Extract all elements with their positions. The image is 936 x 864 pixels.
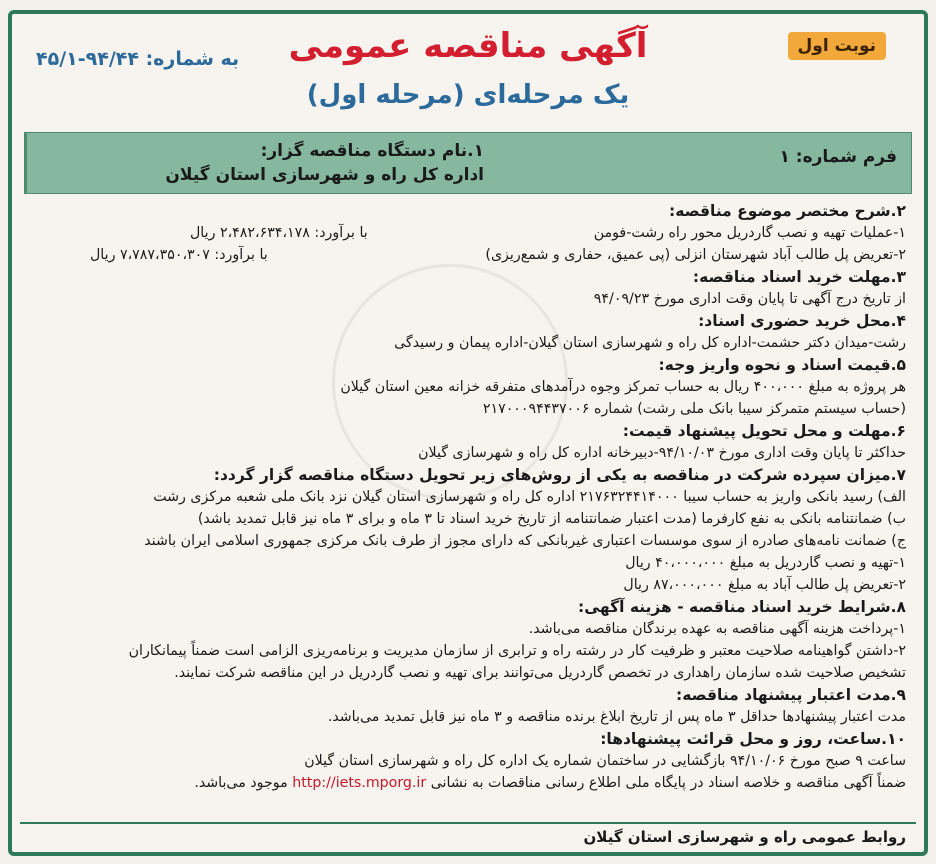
footer-text: روابط عمومی راه و شهرسازی استان گیلان xyxy=(583,828,906,846)
project-1-estimate: با برآورد: ۲،۴۸۲،۶۳۴،۱۷۸ ریال xyxy=(190,225,368,241)
section-7-heading: ۷.میزان سپرده شرکت در مناقصه به یکی از روش‌های زیر تحویل دستگاه مناقصه گزار گردد: xyxy=(213,466,906,484)
section-10-text-2b: موجود می‌باشد. xyxy=(194,775,288,791)
section-6-text: حداکثر تا پایان وقت اداری مورخ ۹۴/۱۰/۰۳-دبیرخانه اداره کل راه و شهرسازی گیلان xyxy=(418,445,906,461)
project-1-desc: ۱-عملیات تهیه و نصب گاردریل محور راه رشت-فومن xyxy=(593,225,906,241)
section-10-text-2 xyxy=(30,772,906,794)
section-6-heading: ۶.مهلت و محل تحویل پیشنهاد قیمت: xyxy=(622,422,906,440)
section-8-heading: ۸.شرایط خرید اسناد مناقصه - هزینه آگهی: xyxy=(578,598,906,616)
section-8-item-2a: ۲-داشتن گواهینامه صلاحیت معتبر و ظرفیت کار در رشته راه و ترابری از سازمان مدیریت و برنامه‌ریزی الزامی است ضمناً پیمانکاران xyxy=(128,643,906,659)
section-5-text-1: هر پروژه به مبلغ ۴۰۰،۰۰۰ ریال به حساب تمرکز وجوه درآمدهای متفرقه خزانه معین استان گیلان xyxy=(340,379,906,395)
form-number-cell xyxy=(496,133,911,193)
section-3-heading: ۳.مهلت خرید اسناد مناقصه: xyxy=(692,268,906,286)
organizer-band xyxy=(24,132,912,194)
page-title: آگهی مناقصه عمومی xyxy=(288,26,648,66)
project-2-desc: ۲-تعریض پل طالب آباد شهرستان انزلی (پی عمیق، حفاری و شمع‌ریزی) xyxy=(485,247,906,263)
section-4-text: رشت-میدان دکتر حشمت-اداره کل راه و شهرسازی استان گیلان-اداره پیمان و رسیدگی xyxy=(394,335,906,351)
project-1-row xyxy=(30,222,906,244)
section-3-text: از تاریخ درج آگهی تا پایان وقت اداری مورخ ۹۴/۰۹/۲۳ xyxy=(593,291,906,307)
deposit-amount-2: ۲-تعریض پل طالب آباد به مبلغ ۸۷،۰۰۰،۰۰۰ ریال xyxy=(623,577,906,593)
form-number: فرم شماره: ۱ xyxy=(779,147,897,167)
section-2-heading: ۲.شرح مختصر موضوع مناقصه: xyxy=(669,202,906,220)
section-8-item-1: ۱-پرداخت هزینه آگهی مناقصه به عهده برندگان مناقصه می‌باشد. xyxy=(528,621,906,637)
page-subtitle: یک مرحله‌ای (مرحله اول) xyxy=(306,80,630,110)
public-relations-footer xyxy=(20,822,916,852)
deposit-option-b: ب) ضمانتنامه بانکی به نفع کارفرما (مدت اعتبار ضمانتنامه از تاریخ خرید اسناد تا ۳ ماه و برای ۳ ماه نیز قابل تمدید باشد) xyxy=(197,511,906,527)
organizer-cell xyxy=(25,133,496,193)
organizer-heading: ۱.نام دستگاه مناقصه گزار: xyxy=(260,141,485,161)
section-8-item-2b: تشخیص صلاحیت شده سازمان راهداری در تخصص گاردریل می‌توانند برای تهیه و نصب گاردریل در این مناقصه شرکت نمایند. xyxy=(174,665,906,681)
advertisement-frame xyxy=(8,10,928,856)
section-5-text-2: (حساب سیستم متمرکز سیبا بانک ملی رشت) شماره ۲۱۷۰۰۰۹۴۴۳۷۰۰۶ xyxy=(482,401,906,417)
round-badge: نوبت اول xyxy=(788,32,886,60)
deposit-option-a: الف) رسید بانکی واریز به حساب سیبا ۲۱۷۶۳۲۴۴۱۴۰۰۰ اداره کل راه و شهرسازی استان گیلان نزد بانک ملی شعبه مرکزی رشت xyxy=(153,489,906,505)
tender-number: به شماره: ۹۴/۴۴-۴۵/۱ xyxy=(36,48,240,70)
section-9-heading: ۹.مدت اعتبار پیشنهاد مناقصه: xyxy=(676,686,906,704)
tender-body xyxy=(30,200,906,794)
section-9-text: مدت اعتبار پیشنهادها حداقل ۳ ماه پس از تاریخ ابلاغ برنده مناقصه و ۳ ماه نیز قابل تمدید می‌باشد. xyxy=(327,709,906,725)
deposit-amount-1: ۱-تهیه و نصب گاردریل به مبلغ ۴۰،۰۰۰،۰۰۰ ریال xyxy=(625,555,906,571)
project-2-estimate: با برآورد: ۷،۷۸۷،۳۵۰،۳۰۷ ریال xyxy=(90,247,268,263)
organizer-name: اداره کل راه و شهرسازی استان گیلان xyxy=(165,165,485,185)
section-10-text-1: ساعت ۹ صبح مورخ ۹۴/۱۰/۰۶ بازگشایی در ساختمان شماره یک اداره کل راه و شهرسازی استان گیلان xyxy=(304,753,906,769)
iets-link[interactable]: http://iets.mporg.ir xyxy=(292,775,427,791)
section-5-heading: ۵.قیمت اسناد و نحوه واریز وجه: xyxy=(658,356,906,374)
section-4-heading: ۴.محل خرید حضوری اسناد: xyxy=(698,312,906,330)
project-2-row xyxy=(30,244,906,266)
section-10-heading: ۱۰.ساعت، روز و محل قرائت پیشنهادها: xyxy=(600,730,906,748)
deposit-option-c: ج) ضمانت نامه‌های صادره از سوی موسسات اعتباری غیربانکی که دارای مجوز از طرف بانک مرکزی جمهوری اسلامی ایران باشند xyxy=(144,533,906,549)
section-10-text-2a: ضمناً آگهی مناقصه و خلاصه اسناد در پایگاه ملی اطلاع رسانی مناقصات به نشانی xyxy=(430,775,906,791)
